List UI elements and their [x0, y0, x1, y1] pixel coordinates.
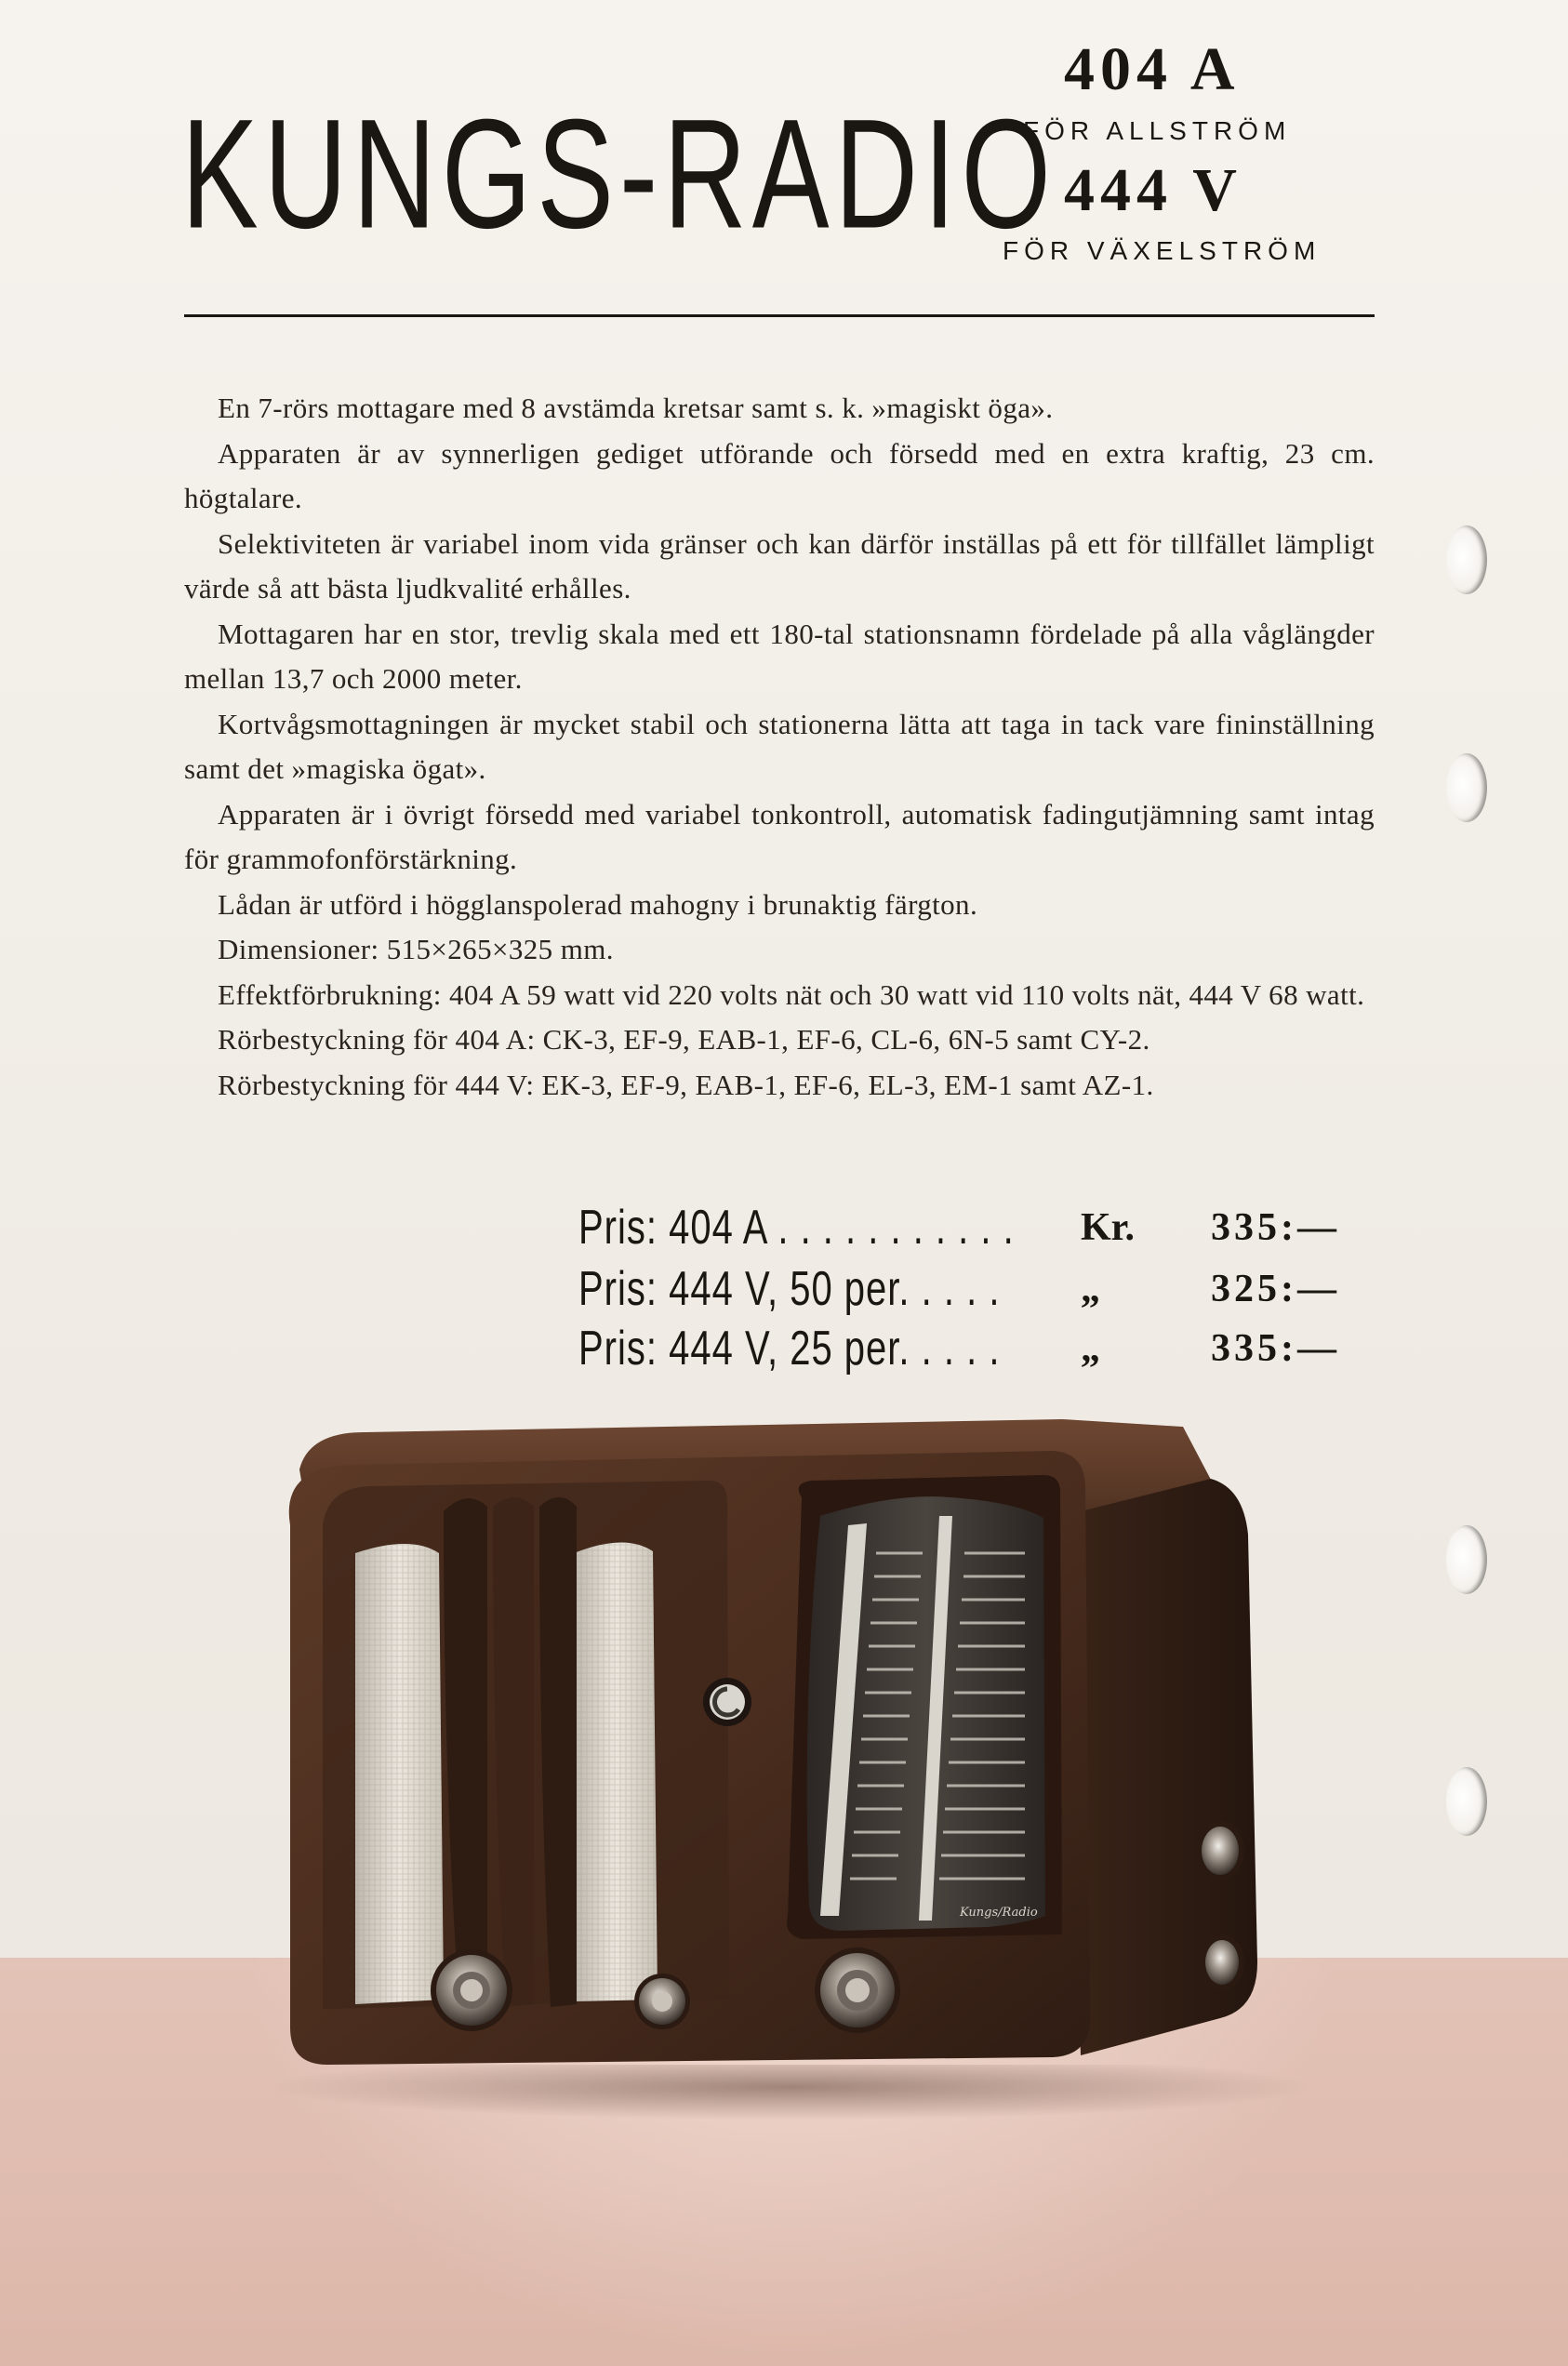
- description-paragraph: Rörbestyckning för 444 V: EK-3, EF-9, EAB-1, EF-6, EL-3, EM-1 samt AZ-1.: [218, 1068, 1154, 1101]
- price-label: Pris: 444 V, 50 per. . . . .: [578, 1262, 1001, 1316]
- price-value: 325:—: [1211, 1268, 1340, 1310]
- price-currency: „: [1081, 1268, 1100, 1310]
- price-currency: „: [1081, 1327, 1100, 1370]
- description: [184, 386, 1375, 1108]
- price-label: Pris: 404 A . . . . . . . . . . .: [578, 1201, 1015, 1255]
- price-row-444v-50: [578, 1261, 1397, 1317]
- tuning-knob[interactable]: [815, 1947, 900, 2033]
- price-label: Pris: 444 V, 25 per. . . . .: [578, 1322, 1001, 1376]
- volume-knob[interactable]: [431, 1949, 512, 2031]
- binder-hole: [1446, 753, 1487, 822]
- dial-brand-label: Kungs/Radio: [960, 1906, 1038, 1920]
- binder-hole: [1446, 525, 1487, 594]
- radio-illustration: [244, 1414, 1322, 2083]
- model-404a-subtitle: FÖR ALLSTRÖM: [1023, 116, 1292, 145]
- price-value: 335:—: [1211, 1327, 1340, 1370]
- description-paragraph: Kortvågsmottagningen är mycket stabil och stationerna lätta att taga in tack vare fininställning samt det »magiska ögat».: [184, 707, 1375, 785]
- description-paragraph: Effektförbrukning: 404 A 59 watt vid 220 volts nät och 30 watt vid 110 volts nät, 444 V 68 watt.: [218, 977, 1365, 1011]
- binder-hole: [1446, 1767, 1487, 1836]
- description-paragraph: Selektiviteten är variabel inom vida gränser och kan därför inställas på ett för tillfället lämpligt värde så att bästa ljudkvalité erhålles.: [184, 526, 1375, 605]
- header-divider: [184, 314, 1375, 317]
- description-paragraph: Mottagaren har en stor, trevlig skala med ett 180-tal stationsnamn fördelade på alla våglängder mellan 13,7 och 2000 meter.: [184, 617, 1375, 695]
- speaker-cloth-texture: [355, 1544, 444, 2004]
- description-paragraph: En 7-rörs mottagare med 8 avstämda kretsar samt s. k. »magiskt öga».: [218, 392, 1054, 424]
- tone-knob[interactable]: [634, 1974, 690, 2029]
- price-currency: Kr.: [1081, 1206, 1135, 1249]
- side-knob-upper[interactable]: [1196, 1821, 1244, 1881]
- model-444v: 444 V: [1064, 156, 1242, 224]
- speaker-cloth-texture: [574, 1542, 658, 2001]
- price-value: 335:—: [1211, 1206, 1340, 1249]
- model-404a: 404 A: [1064, 35, 1241, 103]
- description-paragraph: Apparaten är av synnerligen gediget utförande och försedd med en extra kraftig, 23 cm. högtalare.: [184, 436, 1375, 514]
- description-paragraph: Rörbestyckning för 404 A: CK-3, EF-9, EAB-1, EF-6, CL-6, 6N-5 samt CY-2.: [218, 1023, 1150, 1056]
- binder-hole: [1446, 1525, 1487, 1594]
- brand-title: KUNGS-RADIO: [181, 87, 1056, 261]
- price-row-444v-25: [578, 1321, 1397, 1376]
- price-row-404a: [578, 1200, 1397, 1256]
- side-knob-lower[interactable]: [1200, 1934, 1244, 1990]
- description-paragraph: Lådan är utförd i högglanspolerad mahogny i brunaktig färgton.: [218, 887, 978, 921]
- description-paragraph: Apparaten är i övrigt försedd med variabel tonkontroll, automatisk fadingutjämning samt intag för grammofonförstärkning.: [184, 797, 1375, 875]
- description-paragraph: Dimensioner: 515×265×325 mm.: [218, 933, 614, 965]
- model-444v-subtitle: FÖR VÄXELSTRÖM: [1003, 236, 1322, 265]
